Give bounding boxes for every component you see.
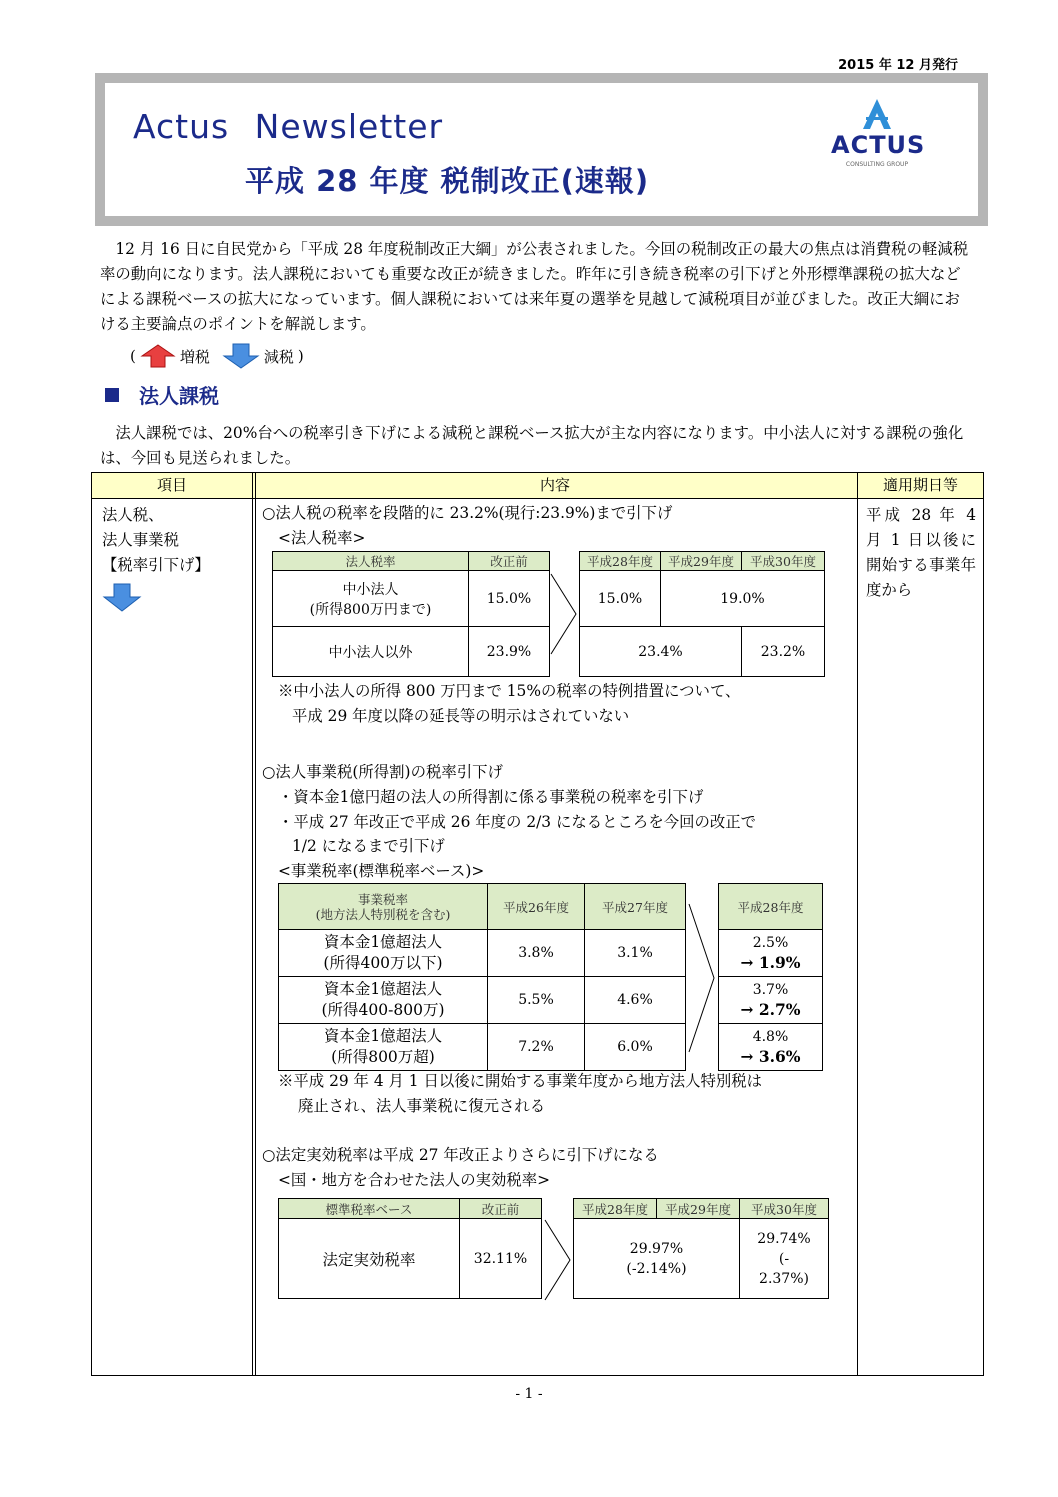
row-label-line: (所得400万以下): [323, 954, 443, 972]
column-divider: [252, 473, 253, 1375]
block3-heading: ○法定実効税率は平成 27 年改正よりさらに引下げになる: [262, 1146, 659, 1164]
table-header: 改正前: [460, 1199, 542, 1219]
chevron-right-icon: [550, 573, 578, 655]
rate-after: → 1.9%: [740, 953, 801, 972]
page-title: 平成 28 年度 税制改正(速報): [245, 164, 650, 198]
header-banner: [95, 73, 988, 226]
row-label-line: 中小法人: [342, 581, 399, 598]
rate-value: 29.97%: [629, 1240, 684, 1257]
table-cell: 5.5%: [488, 977, 585, 1024]
table-cell: 23.9%: [469, 627, 550, 677]
row-label-line: 資本金1億超法人: [323, 933, 443, 951]
table-header: 平成28年度: [574, 1199, 657, 1219]
row-label-line: 資本金1億超法人: [323, 980, 443, 998]
intro-paragraph: 12 月 16 日に自民党から「平成 28 年度税制改正大綱」が公表されました。今回の税制改正の最大の焦点は消費税の軽減税率の動向になります。法人課税においても重要な改正が続きました。昨年に引き続き税率の引下げと外形標準課税の拡大などによる課税ベースの拡大になっています。個人課税においては来年夏の選挙を見越して減税項目が並びました。改正大綱における主要論点のポイントを解説します。: [100, 240, 969, 333]
block1-note: 平成 29 年度以降の延長等の明示はされていない: [292, 707, 630, 725]
newsletter-title: Actus Newsletter: [133, 107, 444, 146]
rate-after: → 2.7%: [740, 1000, 801, 1019]
table-cell: 32.11%: [460, 1219, 542, 1299]
effective-rate-before-table: [278, 1198, 542, 1299]
table-cell: [719, 977, 823, 1024]
tax-table: [91, 472, 984, 1376]
table-header: 改正前: [469, 552, 550, 571]
actus-logo: [831, 97, 926, 187]
header-line: 事業税率: [357, 891, 408, 907]
table-cell: 3.1%: [585, 930, 686, 977]
row-label-line: (所得800万円まで): [309, 601, 432, 618]
chevron-right-icon: [688, 903, 716, 1053]
header-line: (地方法人特別税を含む): [315, 906, 451, 922]
block2-note: 廃止され、法人事業税に復元される: [298, 1097, 546, 1115]
table-header: 平成28年度: [719, 884, 823, 930]
block2-note: ※平成 29 年 4 月 1 日以後に開始する事業年度から地方法人特別税は: [278, 1072, 763, 1090]
block1-heading: ○法人税の税率を段階的に 23.2%(現行:23.9%)まで引下げ: [262, 504, 673, 522]
table-header: 標準税率ベース: [279, 1199, 460, 1219]
table-header: 法人税率: [273, 552, 469, 571]
table-cell: 15.0%: [580, 571, 661, 627]
header-date: 適用期日等: [858, 473, 983, 499]
table-header: 平成29年度: [661, 552, 742, 571]
chevron-right-icon: [544, 1219, 572, 1301]
column-divider: [857, 473, 858, 1375]
actus-logo-mark-icon: [860, 97, 894, 131]
legend-up-label: 増税: [179, 347, 210, 366]
table-row-label: [279, 930, 488, 977]
table-cell: 15.0%: [469, 571, 550, 627]
row-label-line: 資本金1億超法人: [323, 1027, 443, 1045]
table-row-label: [273, 571, 469, 627]
column-divider: [255, 473, 256, 1375]
intro-text: [100, 237, 970, 337]
table-header: 平成28年度: [580, 552, 661, 571]
table-header: 平成30年度: [742, 552, 825, 571]
page-number: - 1 -: [515, 1386, 543, 1402]
table-cell: 4.6%: [585, 977, 686, 1024]
section-title: 法人課税: [139, 384, 219, 408]
section-intro: [100, 421, 970, 471]
business-tax-result-table: [718, 883, 823, 1071]
table-row-label: 中小法人以外: [273, 627, 469, 677]
legend: [130, 343, 304, 369]
corporate-tax-after-table: [579, 551, 825, 677]
header-inner: [105, 83, 978, 216]
rate-before: 2.5%: [752, 935, 789, 951]
section-square-icon: [105, 388, 119, 402]
table-cell: [719, 1024, 823, 1071]
block2-subheading: <事業税率(標準税率ベース)>: [278, 862, 485, 880]
arrow-up-icon: [140, 344, 176, 368]
logo-subtext: CONSULTING GROUP: [845, 161, 909, 168]
rate-change: 2.37%): [759, 1270, 809, 1287]
table-header: 平成26年度: [488, 884, 585, 930]
arrow-down-icon: [102, 582, 142, 612]
table-cell: [740, 1219, 829, 1299]
rate-before: 4.8%: [752, 1029, 789, 1045]
section-heading: [105, 380, 219, 409]
logo-word: ACTUS: [831, 131, 926, 159]
section-intro-paragraph: 法人課税では、20%台への税率引き下げによる減税と課税ベース拡大が主な内容になります。中小法人に対する課税の強化は、今回も見送られました。: [100, 424, 964, 467]
rate-before: 3.7%: [752, 982, 789, 998]
rate-change: (-: [778, 1250, 790, 1267]
effective-rate-after-table: [573, 1198, 829, 1299]
table-cell: [574, 1219, 740, 1299]
table-row-label: 法定実効税率: [279, 1219, 460, 1299]
header-item: 項目: [92, 473, 252, 499]
table-row-label: [279, 1024, 488, 1071]
table-cell: 19.0%: [661, 571, 825, 627]
item-line: 法人税、: [102, 506, 164, 524]
block2-bullet: 1/2 になるまで引下げ: [292, 837, 445, 855]
item-line: 法人事業税: [102, 531, 179, 549]
header-content: 内容: [253, 473, 857, 499]
legend-open: (: [130, 347, 136, 365]
table-cell: [719, 930, 823, 977]
arrow-down-icon: [222, 343, 260, 369]
table-row-label: [279, 977, 488, 1024]
legend-down-label: 減税: [263, 347, 294, 366]
table-header: 平成29年度: [657, 1199, 740, 1219]
table-header: 平成27年度: [585, 884, 686, 930]
rate-change: (-2.14%): [626, 1260, 687, 1277]
legend-close: ): [297, 347, 304, 365]
row-label-line: (所得400-800万): [321, 1001, 445, 1019]
block2-heading: ○法人事業税(所得割)の税率引下げ: [262, 763, 503, 781]
table-cell: 7.2%: [488, 1024, 585, 1071]
block2-bullet: ・資本金1億円超の法人の所得割に係る事業税の税率を引下げ: [278, 788, 704, 806]
item-cell: [102, 503, 210, 612]
rate-value: 29.74%: [757, 1230, 811, 1247]
row-label-line: (所得800万超): [331, 1048, 435, 1066]
table-cell: 23.2%: [742, 627, 825, 677]
corporate-tax-before-table: [272, 551, 550, 677]
table-cell: 3.8%: [488, 930, 585, 977]
table-header: [279, 884, 488, 930]
table-header: 平成30年度: [740, 1199, 829, 1219]
block1-subheading: <法人税率>: [278, 529, 366, 547]
item-line: 【税率引下げ】: [102, 556, 210, 574]
rate-after: → 3.6%: [740, 1047, 801, 1066]
table-cell: 6.0%: [585, 1024, 686, 1071]
business-tax-table: [278, 883, 686, 1071]
block1-note: ※中小法人の所得 800 万円まで 15%の税率の特例措置について、: [278, 682, 741, 700]
table-cell: 23.4%: [580, 627, 742, 677]
block3-subheading: <国・地方を合わせた法人の実効税率>: [278, 1171, 551, 1189]
block2-bullet: ・平成 27 年改正で平成 26 年度の 2/3 になるところを今回の改正で: [278, 813, 757, 831]
issue-date: 2015 年 12 月発行: [838, 58, 958, 73]
effective-date-cell: 平成 28 年 4 月 1 日以後に開始する事業年度から: [866, 506, 976, 599]
